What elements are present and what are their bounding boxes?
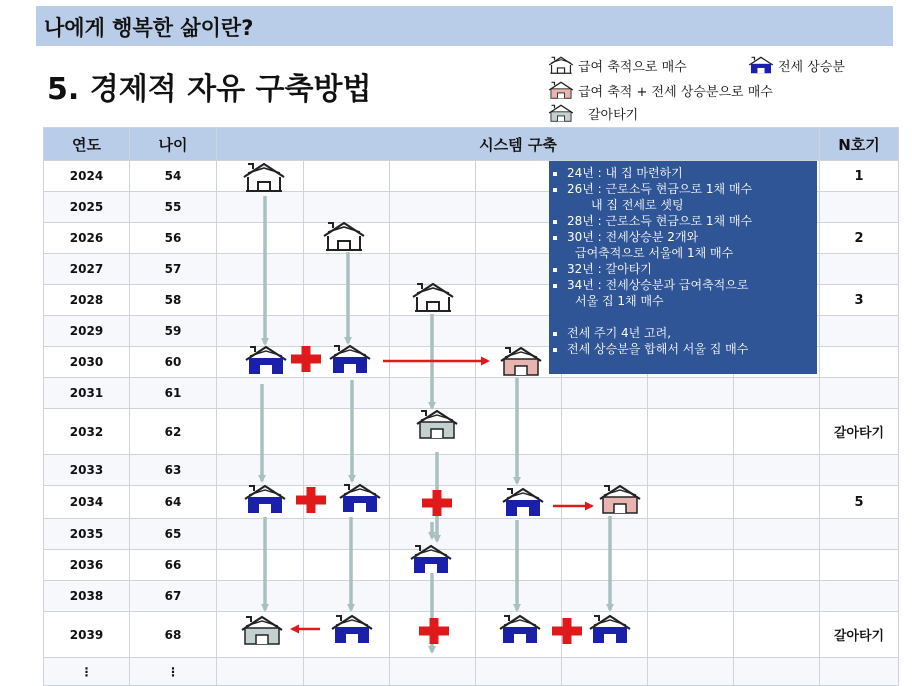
system-cell [304, 161, 390, 192]
note-item: ▪ 32년 : 갈아타기 [567, 261, 811, 277]
system-cell [304, 581, 390, 612]
system-cell [390, 285, 476, 316]
system-cell [390, 455, 476, 486]
system-cell [390, 581, 476, 612]
system-cell [476, 519, 562, 550]
notes-box [549, 161, 817, 374]
note-item: ▪ 34년 : 전세상승분과 급여축적으로 [567, 277, 811, 293]
year-cell: 2024 [44, 161, 130, 192]
system-cell [562, 612, 648, 658]
system-cell [390, 612, 476, 658]
n-unit-cell: 3 [820, 285, 899, 316]
page-heading: 5. 경제적 자유 구축방법 [47, 72, 372, 107]
year-cell: 2039 [44, 612, 130, 658]
note-item: ▪ 전세 상승분을 합해서 서울 집 매수 [567, 341, 811, 357]
system-cell [390, 161, 476, 192]
year-cell: 2030 [44, 347, 130, 378]
table-row [44, 550, 899, 581]
note-item: 내 집 전세로 셋팅 [591, 198, 684, 212]
system-cell [217, 347, 304, 378]
system-cell [304, 347, 390, 378]
n-unit-cell: 갈아타기 [820, 409, 899, 455]
system-cell [476, 378, 562, 409]
age-cell: 64 [130, 486, 217, 519]
age-cell: ⋮ [130, 658, 217, 686]
n-unit-cell [820, 658, 899, 686]
system-cell [648, 378, 734, 409]
system-cell [648, 409, 734, 455]
system-cell [390, 223, 476, 254]
system-cell [734, 519, 820, 550]
system-cell [476, 409, 562, 455]
age-cell: 65 [130, 519, 217, 550]
n-unit-cell: 5 [820, 486, 899, 519]
n-unit-cell [820, 254, 899, 285]
system-cell [304, 455, 390, 486]
system-cell [217, 519, 304, 550]
system-cell [562, 409, 648, 455]
year-cell: 2034 [44, 486, 130, 519]
year-cell: 2029 [44, 316, 130, 347]
system-cell [562, 455, 648, 486]
system-cell [304, 658, 390, 686]
system-cell [304, 486, 390, 519]
system-cell [390, 378, 476, 409]
system-cell [562, 658, 648, 686]
system-cell [304, 378, 390, 409]
system-cell [734, 658, 820, 686]
system-cell [217, 612, 304, 658]
note-item: 급여축적으로 서울에 1채 매수 [575, 246, 734, 260]
system-cell [390, 658, 476, 686]
system-cell [390, 519, 476, 550]
legend-jeonse: 전세 상승분 [748, 55, 845, 75]
system-cell [734, 378, 820, 409]
system-cell [304, 285, 390, 316]
system-cell [562, 486, 648, 519]
system-cell [304, 223, 390, 254]
table-row [44, 409, 899, 455]
age-cell: 58 [130, 285, 217, 316]
n-unit-cell [820, 455, 899, 486]
system-cell [304, 254, 390, 285]
top-title: 나에게 행복한 삶이란? [44, 16, 254, 40]
system-cell [217, 316, 304, 347]
note-item: ▪ 전세 주기 4년 고려, [567, 325, 811, 341]
n-unit-cell [820, 581, 899, 612]
header-system: 시스템 구축 [217, 128, 820, 161]
system-cell [304, 519, 390, 550]
system-cell [217, 550, 304, 581]
age-cell: 61 [130, 378, 217, 409]
system-cell [390, 550, 476, 581]
system-cell [390, 254, 476, 285]
system-cell [476, 658, 562, 686]
system-cell [648, 612, 734, 658]
system-cell [648, 455, 734, 486]
table-row [44, 455, 899, 486]
n-unit-cell [820, 378, 899, 409]
system-cell [390, 347, 476, 378]
age-cell: 55 [130, 192, 217, 223]
house-blue-icon [748, 55, 774, 75]
system-cell [476, 581, 562, 612]
year-cell: 2032 [44, 409, 130, 455]
system-cell [562, 519, 648, 550]
legend-purchase: 급여 축적으로 매수 [548, 55, 687, 75]
n-unit-cell [820, 192, 899, 223]
system-cell [562, 581, 648, 612]
year-cell: 2027 [44, 254, 130, 285]
age-cell: 67 [130, 581, 217, 612]
system-cell [217, 486, 304, 519]
system-cell [734, 550, 820, 581]
system-cell [390, 316, 476, 347]
legend-combined: 급여 축적 + 전세 상승분으로 매수 [548, 80, 773, 100]
house-gray-icon [548, 103, 574, 123]
system-cell [304, 550, 390, 581]
n-unit-cell: 2 [820, 223, 899, 254]
note-item: ▪ 24년 : 내 집 마련하기 [567, 165, 811, 181]
age-cell: 68 [130, 612, 217, 658]
year-cell: 2026 [44, 223, 130, 254]
system-cell [217, 223, 304, 254]
system-cell [304, 612, 390, 658]
system-cell [476, 455, 562, 486]
n-unit-cell: 1 [820, 161, 899, 192]
year-cell: 2038 [44, 581, 130, 612]
header-age: 나이 [130, 128, 217, 161]
system-cell [304, 316, 390, 347]
system-cell [734, 455, 820, 486]
year-cell: 2031 [44, 378, 130, 409]
table-row [44, 378, 899, 409]
system-cell [217, 285, 304, 316]
system-cell [648, 550, 734, 581]
age-cell: 66 [130, 550, 217, 581]
n-unit-cell [820, 347, 899, 378]
table-row [44, 486, 899, 519]
system-cell [648, 486, 734, 519]
system-cell [562, 550, 648, 581]
year-cell: 2025 [44, 192, 130, 223]
system-cell [304, 409, 390, 455]
system-cell [476, 550, 562, 581]
system-cell [476, 612, 562, 658]
title-bar [36, 6, 893, 46]
age-cell: 56 [130, 223, 217, 254]
age-cell: 54 [130, 161, 217, 192]
system-cell [734, 409, 820, 455]
legend-swap: 갈아타기 [548, 103, 638, 123]
system-cell [648, 519, 734, 550]
year-cell: 2033 [44, 455, 130, 486]
system-cell [476, 486, 562, 519]
system-cell [217, 254, 304, 285]
system-cell [562, 378, 648, 409]
table-row [44, 612, 899, 658]
note-item: ▪ 28년 : 근로소득 현금으로 1채 매수 [567, 213, 811, 229]
age-cell: 62 [130, 409, 217, 455]
system-cell [217, 192, 304, 223]
system-cell [217, 378, 304, 409]
system-cell [734, 612, 820, 658]
system-cell [648, 581, 734, 612]
year-cell: 2028 [44, 285, 130, 316]
system-cell [217, 581, 304, 612]
system-cell [217, 161, 304, 192]
year-cell: ⋮ [44, 658, 130, 686]
system-cell [304, 192, 390, 223]
system-cell [390, 486, 476, 519]
system-cell [390, 192, 476, 223]
header-n: N호기 [820, 128, 899, 161]
age-cell: 63 [130, 455, 217, 486]
n-unit-cell [820, 550, 899, 581]
system-cell [390, 409, 476, 455]
header-year: 연도 [44, 128, 130, 161]
house-pink-icon [548, 80, 574, 100]
age-cell: 60 [130, 347, 217, 378]
n-unit-cell [820, 316, 899, 347]
system-cell [217, 455, 304, 486]
system-cell [217, 409, 304, 455]
system-cell [648, 658, 734, 686]
n-unit-cell: 갈아타기 [820, 612, 899, 658]
system-cell [734, 486, 820, 519]
age-cell: 59 [130, 316, 217, 347]
table-row [44, 519, 899, 550]
house-outline-icon [548, 55, 574, 75]
table-row [44, 658, 899, 686]
note-item: 서울 집 1채 매수 [575, 294, 664, 308]
age-cell: 57 [130, 254, 217, 285]
note-item: ▪ 30년 : 전세상승분 2개와 [567, 229, 811, 245]
year-cell: 2036 [44, 550, 130, 581]
year-cell: 2035 [44, 519, 130, 550]
note-item: ▪ 26년 : 근로소득 현금으로 1채 매수 [567, 181, 811, 197]
system-cell [734, 581, 820, 612]
table-row [44, 581, 899, 612]
n-unit-cell [820, 519, 899, 550]
system-cell [217, 658, 304, 686]
